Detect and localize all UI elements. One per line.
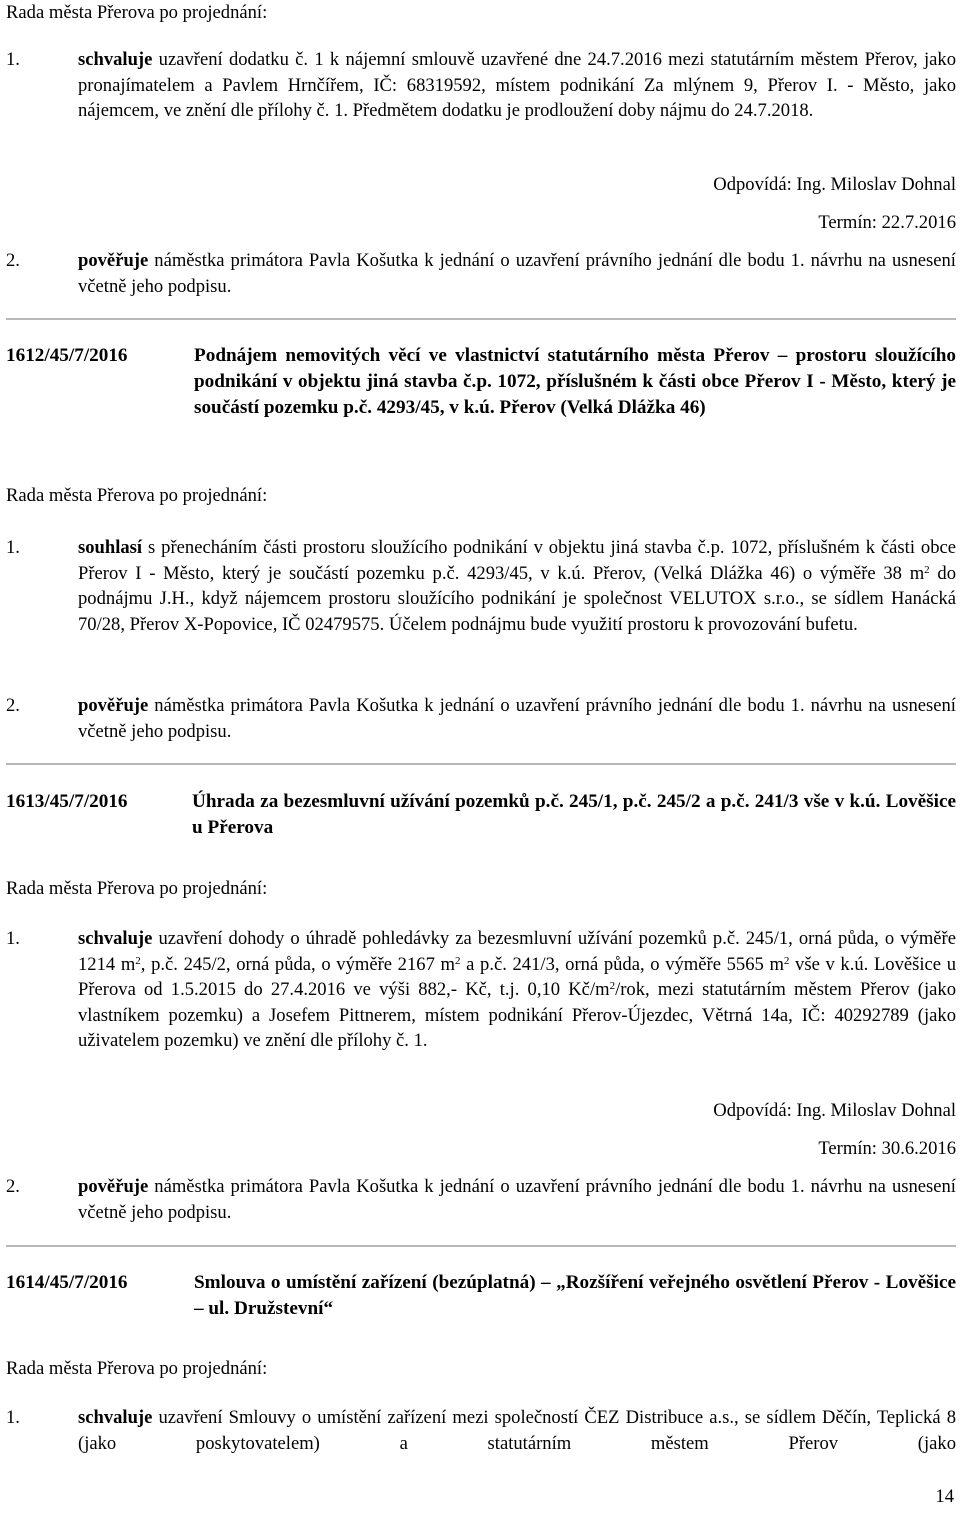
deadline: Termín: 30.6.2016 (818, 1138, 956, 1159)
item-number: 1. (6, 537, 20, 558)
superscript: 2 (783, 954, 790, 967)
item-number: 1. (6, 928, 20, 949)
item-text: /rok, mezi statutárním městem Přerov (jako vlastníkem pozemku) a Josefem Pittnerem, místem podnikání Přerov-Újezdec, Větrná 14a, IČ: 40292789 (jako uživatelem pozemku) ve znění dle přílohy č. 1. (78, 979, 956, 1051)
item-text: uzavření dohody o úhradě pohledávky za bezesmluvní užívání pozemků p.č. 245/1, orná půda, o výměře 1214 m (78, 928, 956, 975)
item-text: s přenecháním části prostoru sloužícího podnikání v objektu jiná stavba č.p. 1072, příslušném k části obce Přerov I - Město, který je součástí pozemku p.č. 4293/45, v k.ú. Přerov, (Velká Dlážka 46) o výměře 38 m (78, 537, 956, 584)
superscript: 2 (609, 980, 616, 992)
council-intro: Rada města Přerova po projednání: (6, 1358, 268, 1379)
list-item (6, 693, 956, 744)
responsible-person: Odpovídá: Ing. Miloslav Dohnal (713, 174, 956, 195)
item-keyword: pověřuje (78, 250, 149, 271)
section-divider (6, 1245, 956, 1247)
item-keyword: pověřuje (78, 1176, 149, 1197)
item-text: náměstka primátora Pavla Košutka k jednání o uzavření právního jednání dle bodu 1. návrhu na usnesení včetně jeho podpisu. (78, 250, 956, 297)
item-keyword: schvaluje (78, 49, 153, 70)
section-divider (6, 763, 956, 765)
item-number: 1. (6, 1407, 20, 1428)
item-number: 2. (6, 695, 20, 716)
item-text: , p.č. 245/2, orná půda, o výměře 2167 m (140, 953, 455, 975)
superscript: 2 (135, 954, 141, 967)
item-keyword: pověřuje (78, 695, 149, 716)
item-text: vše v k.ú. Lověšice u Přerova od 1.5.2015 do 27.4.2016 ve výši 882,- Kč, t.j. 0,10 Kč/m (78, 953, 957, 1000)
item-keyword: schvaluje (78, 928, 153, 949)
item-keyword: souhlasí (78, 537, 143, 558)
list-item (6, 926, 956, 1054)
resolution-heading (6, 1270, 956, 1322)
council-intro: Rada města Přerova po projednání: (6, 2, 268, 23)
item-text: náměstka primátora Pavla Košutka k jednání o uzavření právního jednání dle bodu 1. návrhu na usnesení včetně jeho podpisu. (78, 695, 956, 742)
item-number: 2. (6, 1176, 20, 1197)
superscript: 2 (924, 563, 930, 576)
resolution-number: 1614/45/7/2016 (6, 1272, 128, 1293)
resolution-title: Podnájem nemovitých věcí ve vlastnictví statutárního města Přerov – prostoru sloužícího podnikání v objektu jiná stavba č.p. 1072, příslušném k části obce Přerov I - Město, který je součástí pozemku p.č. 4293/45, v k.ú. Přerov (Velká Dlážka 46) (194, 345, 956, 418)
item-keyword: schvaluje (78, 1407, 153, 1428)
list-item (6, 248, 956, 299)
resolution-heading (6, 343, 956, 421)
superscript: 2 (454, 954, 461, 967)
list-item (6, 535, 956, 637)
resolution-heading (6, 789, 956, 841)
council-intro: Rada města Přerova po projednání: (6, 485, 268, 506)
item-number: 1. (6, 49, 20, 70)
item-number: 2. (6, 250, 20, 271)
resolution-number: 1613/45/7/2016 (6, 791, 128, 812)
list-item (6, 47, 956, 124)
council-intro: Rada města Přerova po projednání: (6, 878, 268, 899)
item-text: do podnájmu J.H., když nájemcem prostoru sloužícího podnikání je společnost VELUTOX s.r.o., se sídlem Hanácká 70/28, Přerov X-Popovice, IČ 02479575. Účelem podnájmu bude využití prostoru k provozování bufetu. (78, 562, 956, 635)
deadline: Termín: 22.7.2016 (818, 212, 956, 233)
item-text: a p.č. 241/3, orná půda, o výměře 5565 m (460, 953, 784, 975)
item-text: uzavření Smlouvy o umístění zařízení mezi společností ČEZ Distribuce a.s., se sídlem Děčín, Teplická 8 (jako poskytovatelem) a statutárním městem Přerov (jako (78, 1407, 956, 1454)
page-number: 14 (935, 1486, 954, 1507)
list-item (6, 1405, 956, 1456)
resolution-number: 1612/45/7/2016 (6, 345, 128, 366)
section-divider (6, 318, 956, 320)
list-item (6, 1174, 956, 1225)
resolution-title: Úhrada za bezesmluvní užívání pozemků p.č. 245/1, p.č. 245/2 a p.č. 241/3 vše v k.ú. Lověšice u Přerova (192, 791, 956, 838)
resolution-title: Smlouva o umístění zařízení (bezúplatná) – „Rozšíření veřejného osvětlení Přerov - Lověšice – ul. Družstevní“ (194, 1272, 956, 1319)
item-text: náměstka primátora Pavla Košutka k jednání o uzavření právního jednání dle bodu 1. návrhu na usnesení včetně jeho podpisu. (78, 1176, 956, 1223)
responsible-person: Odpovídá: Ing. Miloslav Dohnal (713, 1100, 956, 1121)
item-text: uzavření dodatku č. 1 k nájemní smlouvě uzavřené dne 24.7.2016 mezi statutárním městem Přerov, jako pronajímatelem a Pavlem Hrnčířem, IČ: 68319592, místem podnikání Za mlýnem 9, Přerov I. - Město, jako nájemcem, ve znění dle přílohy č. 1. Předmětem dodatku je prodloužení doby nájmu do 24.7.2018. (78, 49, 956, 121)
